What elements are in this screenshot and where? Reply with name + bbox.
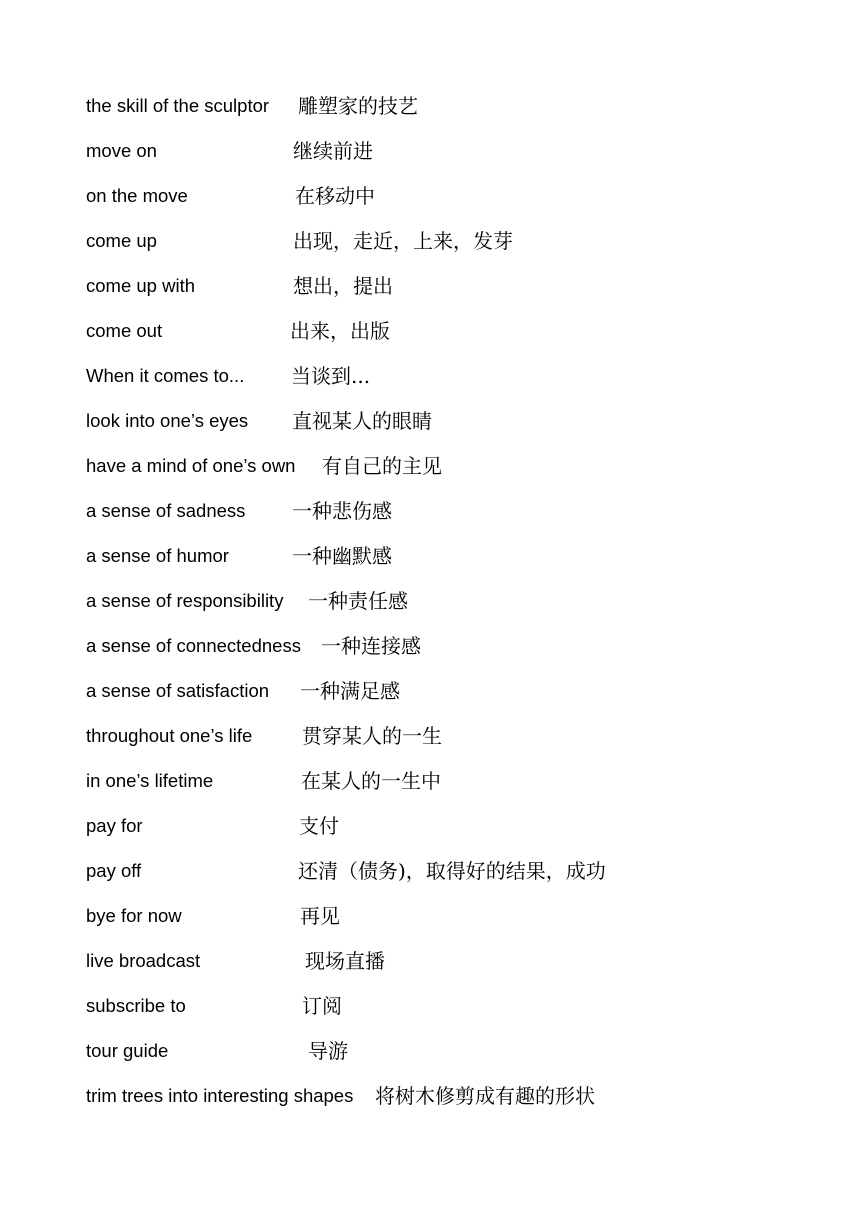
english-phrase: a sense of connectedness — [86, 635, 301, 656]
chinese-meaning: 有自己的主见 — [322, 454, 442, 478]
chinese-meaning: 贯穿某人的一生 — [302, 724, 442, 748]
vocabulary-list — [86, 90, 826, 1125]
vocabulary-entry — [86, 270, 826, 315]
english-phrase: trim trees into interesting shapes — [86, 1085, 354, 1106]
chinese-meaning: 将树木修剪成有趣的形状 — [375, 1084, 595, 1108]
chinese-meaning: 一种连接感 — [321, 634, 421, 658]
english-phrase: come up with — [86, 275, 195, 296]
english-phrase: When it comes to... — [86, 365, 245, 386]
chinese-meaning: 导游 — [308, 1039, 348, 1063]
chinese-meaning: 当谈到... — [291, 364, 371, 388]
english-phrase: a sense of responsibility — [86, 590, 284, 611]
english-phrase: bye for now — [86, 905, 182, 926]
english-phrase: come up — [86, 230, 157, 251]
english-phrase: pay off — [86, 860, 142, 881]
english-phrase: the skill of the sculptor — [86, 95, 270, 116]
chinese-meaning: 想出，提出 — [293, 274, 393, 298]
vocabulary-entry — [86, 135, 826, 180]
vocabulary-entry — [86, 765, 826, 810]
english-phrase: a sense of humor — [86, 545, 229, 566]
vocabulary-entry — [86, 90, 826, 135]
vocabulary-entry — [86, 1035, 826, 1080]
chinese-meaning: 雕塑家的技艺 — [298, 94, 418, 118]
vocabulary-entry — [86, 1080, 826, 1125]
english-phrase: have a mind of one’s own — [86, 455, 296, 476]
english-phrase: come out — [86, 320, 163, 341]
english-phrase: a sense of satisfaction — [86, 680, 270, 701]
vocabulary-entry — [86, 180, 826, 225]
chinese-meaning: 还清（债务)，取得好的结果，成功 — [298, 859, 606, 883]
vocabulary-entry — [86, 315, 826, 360]
chinese-meaning: 在移动中 — [295, 184, 375, 208]
chinese-meaning: 一种责任感 — [308, 589, 408, 613]
vocabulary-entry — [86, 630, 826, 675]
chinese-meaning: 现场直播 — [305, 949, 385, 973]
english-phrase: throughout one’s life — [86, 725, 253, 746]
chinese-meaning: 再见 — [300, 904, 340, 928]
chinese-meaning: 继续前进 — [293, 139, 373, 163]
vocabulary-entry — [86, 225, 826, 270]
chinese-meaning: 支付 — [299, 814, 339, 838]
english-phrase: a sense of sadness — [86, 500, 246, 521]
vocabulary-entry — [86, 405, 826, 450]
vocabulary-entry — [86, 360, 826, 405]
vocabulary-entry — [86, 900, 826, 945]
vocabulary-entry — [86, 945, 826, 990]
english-phrase: subscribe to — [86, 995, 186, 1016]
english-phrase: look into one’s eyes — [86, 410, 249, 431]
chinese-meaning: 一种幽默感 — [292, 544, 392, 568]
chinese-meaning: 一种悲伤感 — [292, 499, 392, 523]
chinese-meaning: 一种满足感 — [300, 679, 400, 703]
chinese-meaning: 订阅 — [302, 994, 342, 1018]
vocabulary-entry — [86, 675, 826, 720]
english-phrase: move on — [86, 140, 157, 161]
vocabulary-entry — [86, 495, 826, 540]
chinese-meaning: 直视某人的眼睛 — [292, 409, 432, 433]
vocabulary-entry — [86, 810, 826, 855]
vocabulary-entry — [86, 450, 826, 495]
chinese-meaning: 出现，走近，上来，发芽 — [293, 229, 513, 253]
english-phrase: on the move — [86, 185, 188, 206]
vocabulary-entry — [86, 990, 826, 1035]
english-phrase: pay for — [86, 815, 143, 836]
english-phrase: in one’s lifetime — [86, 770, 214, 791]
chinese-meaning: 在某人的一生中 — [301, 769, 441, 793]
english-phrase: live broadcast — [86, 950, 201, 971]
vocabulary-entry — [86, 720, 826, 765]
vocabulary-entry — [86, 540, 826, 585]
vocabulary-entry — [86, 855, 826, 900]
vocabulary-entry — [86, 585, 826, 630]
english-phrase: tour guide — [86, 1040, 169, 1061]
chinese-meaning: 出来，出版 — [290, 319, 390, 343]
